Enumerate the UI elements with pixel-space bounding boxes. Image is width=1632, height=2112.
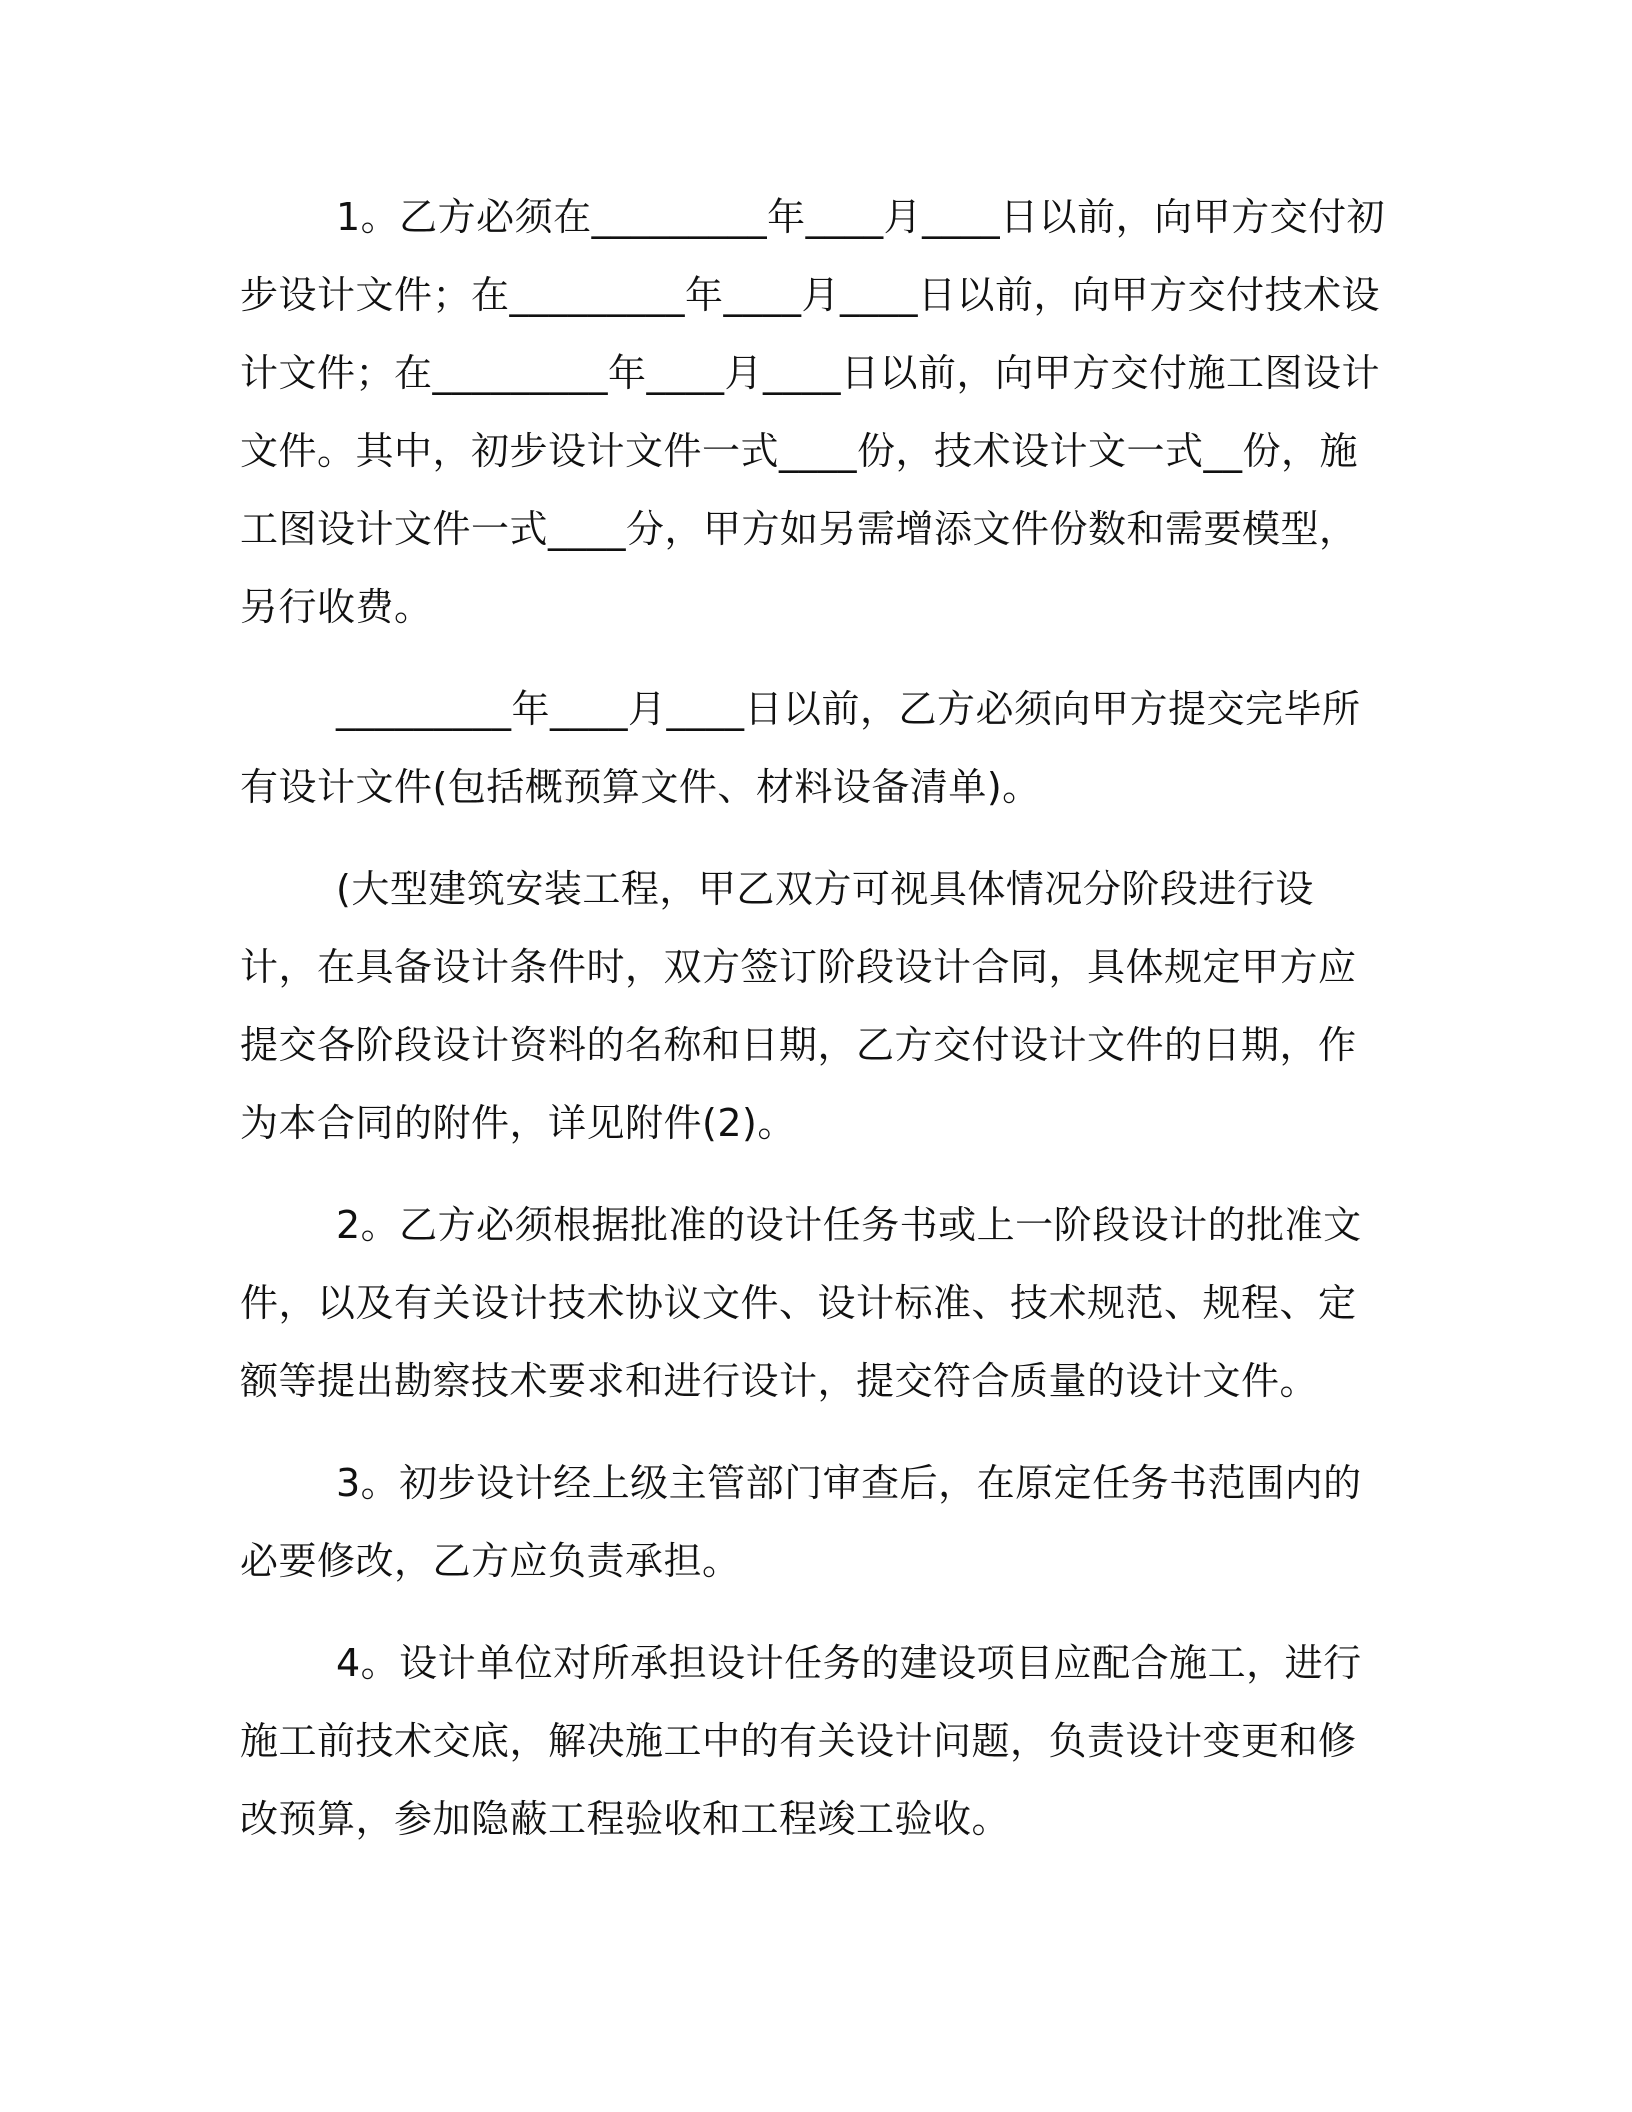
paragraph-preliminary-review: 3。初步设计经上级主管部门审查后，在原定任务书范围内的必要修改，乙方应负责承担。 <box>240 1461 1362 1583</box>
paragraph-delivery-schedule: 1。乙方必须在_________年____月____日以前，向甲方交付初步设计文件；在_________年____月____日以前，向甲方交付技术设计文件；在_________年____月____日以前，向甲方交付施工图设计文件。其中，初步设计文件一式____份，技术设计文一式__份，施工图设计文件一式____分，甲方如另需增添文件份数和需要模型，另行收费。 <box>240 195 1386 629</box>
document-body <box>240 178 1390 1882</box>
paragraph-final-submission: _________年____月____日以前，乙方必须向甲方提交完毕所有设计文件(包括概预算文件、材料设备清单)。 <box>240 687 1361 809</box>
paragraph-design-standards: 2。乙方必须根据批准的设计任务书或上一阶段设计的批准文件，以及有关设计技术协议文件、设计标准、技术规范、规程、定额等提出勘察技术要求和进行设计，提交符合质量的设计文件。 <box>240 1203 1362 1403</box>
paragraph-construction-support: 4。设计单位对所承担设计任务的建设项目应配合施工，进行施工前技术交底，解决施工中的有关设计问题，负责设计变更和修改预算，参加隐蔽工程验收和工程竣工验收。 <box>240 1641 1362 1841</box>
paragraph-phased-design: (大型建筑安装工程，甲乙双方可视具体情况分阶段进行设计，在具备设计条件时，双方签订阶段设计合同，具体规定甲方应提交各阶段设计资料的名称和日期，乙方交付设计文件的日期，作为本合同的附件，详见附件(2)。 <box>240 867 1357 1145</box>
